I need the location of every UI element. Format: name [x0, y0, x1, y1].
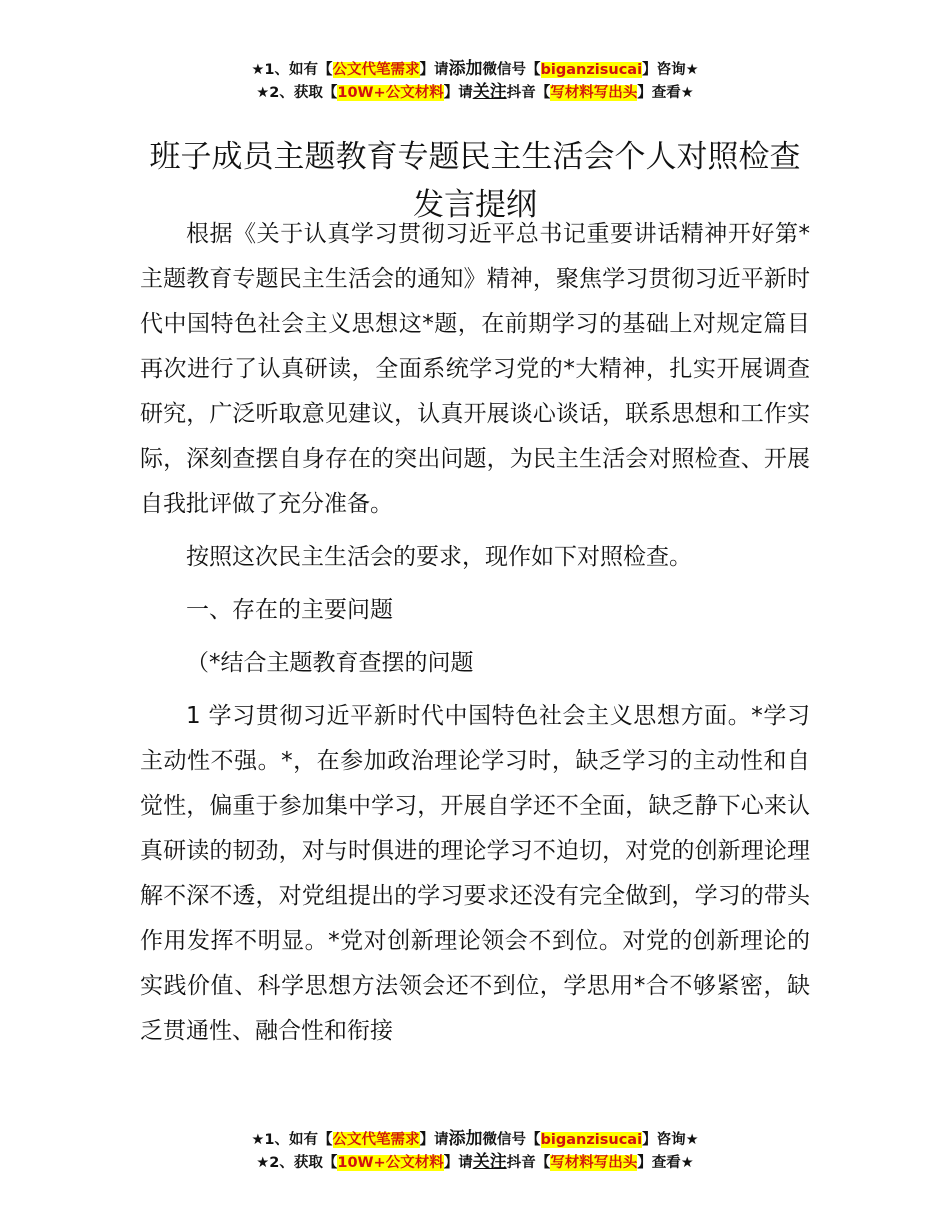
- promo-text: 】请: [419, 1132, 449, 1148]
- promo-text: ★1、如有【: [251, 1132, 333, 1148]
- paragraph-item-1: 1 学习贯彻习近平新时代中国特色社会主义思想方面。*学习主动性不强。*，在参加政治理论学习时，缺乏学习的主动性和自觉性，偏重于参加集中学习，开展自学还不全面，缺乏静下心来认真研读的韧劲，对与时俱进的理论学习不迫切，对党的创新理论理解不深不透，对党组提出的学习要求还没有完全做到，学习的带头作用发挥不明显。*党对创新理论领会不到位。对党的创新理论的实践价值、科学思想方法领会还不到位，学思用*合不够紧密，缺乏贯通性、融合性和衔接: [140, 703, 810, 1044]
- promo-emphasis: 添加: [448, 59, 483, 79]
- promo-highlight: 写材料写出头: [550, 1155, 638, 1171]
- promo-emphasis: 关注: [472, 1152, 507, 1172]
- promo-text: 】咨询★: [642, 1132, 699, 1148]
- promo-highlight: biganzisucai: [540, 1132, 643, 1148]
- promo-text: 】查看★: [637, 85, 694, 101]
- section-heading: 一、存在的主要问题: [186, 597, 393, 623]
- promo-banner-bottom: [0, 1128, 950, 1174]
- paragraph-statement: 按照这次民主生活会的要求，现作如下对照检查。: [186, 544, 692, 570]
- promo-text: 】请: [419, 62, 449, 78]
- promo-text: 抖音【: [506, 85, 551, 101]
- promo-highlight: 公文代笔需求: [332, 62, 420, 78]
- promo-emphasis: 关注: [472, 82, 507, 102]
- promo-line-1: [0, 1128, 950, 1151]
- promo-emphasis: 添加: [448, 1129, 483, 1149]
- promo-text: 抖音【: [506, 1155, 551, 1171]
- document-body: [140, 212, 810, 1062]
- promo-highlight: 10W+公文材料: [337, 85, 444, 101]
- promo-line-2: [0, 1151, 950, 1174]
- promo-text: 】请: [443, 85, 473, 101]
- subsection-heading: （*结合主题教育查摆的问题: [186, 650, 474, 676]
- promo-text: 】查看★: [637, 1155, 694, 1171]
- promo-text: 】咨询★: [642, 62, 699, 78]
- promo-highlight: 10W+公文材料: [337, 1155, 444, 1171]
- promo-text: ★2、获取【: [256, 85, 338, 101]
- promo-highlight: biganzisucai: [540, 62, 643, 78]
- promo-text: 】请: [443, 1155, 473, 1171]
- promo-highlight: 写材料写出头: [550, 85, 638, 101]
- document-title: 班子成员主题教育专题民主生活会个人对照检查发言提纲: [149, 138, 801, 223]
- paragraph-intro: 根据《关于认真学习贯彻习近平总书记重要讲话精神开好第*主题教育专题民主生活会的通知》精神，聚焦学习贯彻习近平新时代中国特色社会主义思想这*题，在前期学习的基础上对规定篇目再次进行了认真研读，全面系统学习党的*大精神，扎实开展调查研究，广泛听取意见建议，认真开展谈心谈话，联系思想和工作实际，深刻查摆自身存在的突出问题，为民主生活会对照检查、开展自我批评做了充分准备。: [140, 221, 810, 517]
- promo-text: ★1、如有【: [251, 62, 333, 78]
- promo-text: 微信号【: [482, 1132, 541, 1148]
- promo-line-1: [0, 58, 950, 81]
- promo-text: 微信号【: [482, 62, 541, 78]
- promo-text: ★2、获取【: [256, 1155, 338, 1171]
- promo-highlight: 公文代笔需求: [332, 1132, 420, 1148]
- promo-banner-top: [0, 58, 950, 104]
- promo-line-2: [0, 81, 950, 104]
